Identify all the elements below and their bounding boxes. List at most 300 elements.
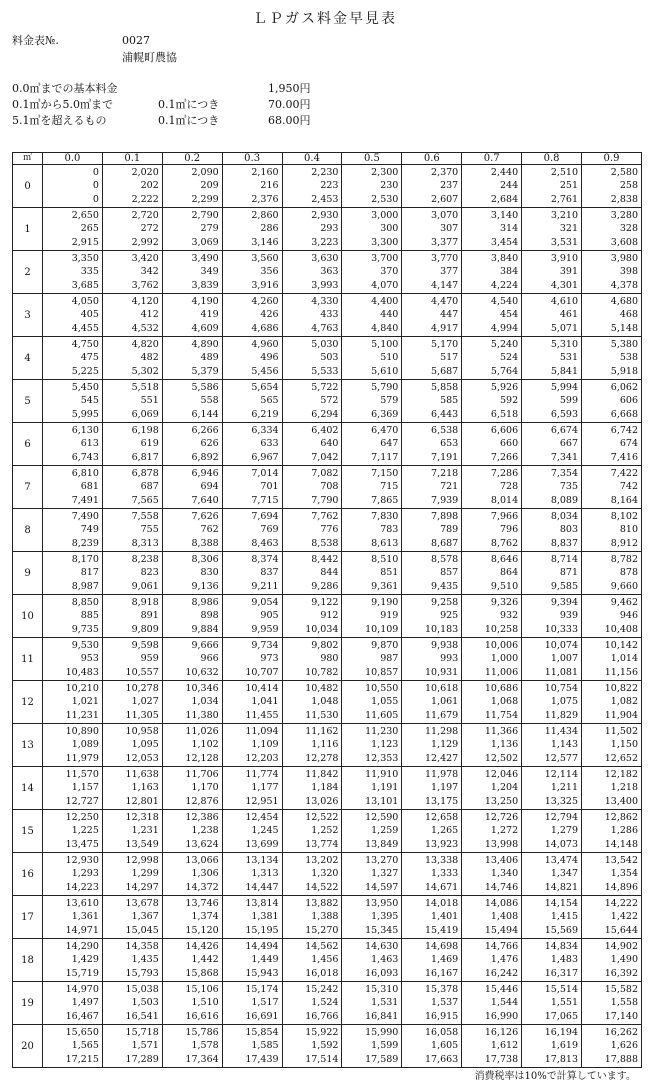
tax-amount: 1,429 xyxy=(71,954,99,966)
tax-amount: 1,483 xyxy=(550,954,579,966)
total-amount: 6,668 xyxy=(610,408,638,420)
fee-cell xyxy=(402,552,462,595)
fee-amount: 12,182 xyxy=(604,768,638,780)
total-amount: 15,045 xyxy=(125,924,159,936)
column-header: 0.0 xyxy=(43,153,103,165)
fee-amount: 15,106 xyxy=(185,983,219,995)
fee-amount: 0 xyxy=(92,166,99,178)
total-amount: 11,904 xyxy=(604,709,638,721)
fee-amount: 9,190 xyxy=(371,596,399,608)
fee-amount: 7,422 xyxy=(610,467,638,479)
total-amount: 3,608 xyxy=(610,236,638,248)
row-header-cubic-meters: 11 xyxy=(13,638,43,681)
total-amount: 2,222 xyxy=(131,193,159,205)
total-amount: 16,317 xyxy=(544,967,579,979)
tax-amount: 1,041 xyxy=(251,696,279,708)
fee-cell xyxy=(282,853,342,896)
fee-amount: 8,986 xyxy=(191,596,219,608)
table-row xyxy=(13,337,642,380)
fee-amount: 7,966 xyxy=(490,510,519,522)
fee-cell xyxy=(43,1025,103,1068)
fee-cell xyxy=(43,380,103,423)
fee-amount: 3,280 xyxy=(610,209,638,221)
tax-amount: 1,367 xyxy=(131,911,159,923)
total-amount: 16,093 xyxy=(365,967,399,979)
fee-cell xyxy=(582,466,642,509)
tax-amount: 433 xyxy=(320,309,339,321)
fee-cell xyxy=(342,724,402,767)
fee-amount: 11,910 xyxy=(365,768,399,780)
fee-cell xyxy=(222,681,282,724)
tax-amount: 1,381 xyxy=(251,911,279,923)
row-header-cubic-meters: 7 xyxy=(13,466,43,509)
fee-cell xyxy=(282,896,342,939)
total-amount: 15,494 xyxy=(484,924,519,936)
row-header-cubic-meters: 3 xyxy=(13,294,43,337)
total-amount: 0 xyxy=(92,193,99,205)
tax-amount: 538 xyxy=(619,352,638,364)
total-amount: 2,607 xyxy=(431,193,459,205)
fee-amount: 11,842 xyxy=(305,768,339,780)
total-amount: 11,231 xyxy=(65,709,99,721)
total-amount: 2,992 xyxy=(131,236,159,248)
fee-amount: 6,470 xyxy=(371,424,399,436)
tax-amount: 524 xyxy=(499,352,519,364)
fee-amount: 14,290 xyxy=(65,940,99,952)
tax-amount: 830 xyxy=(200,567,219,579)
fee-amount: 6,946 xyxy=(191,467,219,479)
tax-amount: 1,123 xyxy=(371,739,399,751)
fee-cell xyxy=(102,165,162,208)
fee-cell xyxy=(222,251,282,294)
fee-amount: 15,718 xyxy=(125,1026,159,1038)
fee-amount: 4,470 xyxy=(431,295,459,307)
tax-amount: 579 xyxy=(380,395,399,407)
tax-amount: 993 xyxy=(440,653,459,665)
fee-amount: 10,006 xyxy=(484,639,519,651)
total-amount: 6,967 xyxy=(251,451,279,463)
fee-amount: 7,898 xyxy=(431,510,459,522)
total-amount: 16,467 xyxy=(65,1010,99,1022)
tax-amount: 1,027 xyxy=(131,696,159,708)
total-amount: 8,239 xyxy=(71,537,99,549)
fee-cell xyxy=(102,337,162,380)
fee-cell xyxy=(582,853,642,896)
fee-amount: 2,720 xyxy=(131,209,159,221)
fee-cell xyxy=(402,294,462,337)
fee-cell xyxy=(582,767,642,810)
tax-amount: 783 xyxy=(380,524,399,536)
fee-cell xyxy=(222,896,282,939)
fee-cell xyxy=(43,337,103,380)
fee-amount: 11,298 xyxy=(424,725,459,737)
tax-amount: 356 xyxy=(260,266,279,278)
total-amount: 9,061 xyxy=(131,580,159,592)
fee-amount: 16,262 xyxy=(604,1026,638,1038)
total-amount: 14,597 xyxy=(365,881,399,893)
total-amount: 12,727 xyxy=(65,795,99,807)
total-amount: 3,762 xyxy=(131,279,159,291)
tax-amount: 454 xyxy=(499,309,519,321)
tax-amount: 749 xyxy=(80,524,99,536)
tax-amount: 370 xyxy=(380,266,399,278)
total-amount: 15,419 xyxy=(424,924,459,936)
total-amount: 14,223 xyxy=(65,881,99,893)
fee-cell xyxy=(102,380,162,423)
row-header-cubic-meters: 14 xyxy=(13,767,43,810)
tax-amount: 606 xyxy=(619,395,638,407)
tax-amount: 721 xyxy=(440,481,459,493)
fee-cell xyxy=(222,939,282,982)
fee-cell xyxy=(402,380,462,423)
fee-cell xyxy=(462,767,522,810)
fee-amount: 8,918 xyxy=(131,596,159,608)
table-row xyxy=(13,552,642,595)
fee-cell xyxy=(43,767,103,810)
fee-cell xyxy=(222,853,282,896)
fee-cell xyxy=(162,1025,222,1068)
total-amount: 16,242 xyxy=(484,967,519,979)
fee-amount: 6,606 xyxy=(490,424,519,436)
fee-cell xyxy=(43,165,103,208)
fee-amount: 2,930 xyxy=(311,209,339,221)
table-header-row xyxy=(13,153,642,165)
total-amount: 10,183 xyxy=(424,623,459,635)
table-number-label: 料金表№. xyxy=(12,34,59,47)
fee-amount: 10,618 xyxy=(424,682,459,694)
fee-amount: 7,286 xyxy=(490,467,519,479)
total-amount: 10,034 xyxy=(305,623,339,635)
total-amount: 9,660 xyxy=(610,580,638,592)
total-amount: 5,764 xyxy=(490,365,519,377)
total-amount: 7,640 xyxy=(191,494,219,506)
tax-amount: 258 xyxy=(619,180,638,192)
tax-amount: 398 xyxy=(619,266,638,278)
organization-name: 浦幌町農協 xyxy=(122,51,177,64)
total-amount: 11,605 xyxy=(365,709,399,721)
total-amount: 7,939 xyxy=(431,494,459,506)
fee-amount: 13,746 xyxy=(185,897,219,909)
total-amount: 12,876 xyxy=(185,795,219,807)
total-amount: 8,463 xyxy=(251,537,279,549)
fee-cell xyxy=(582,595,642,638)
fee-amount: 12,522 xyxy=(305,811,339,823)
total-amount: 7,341 xyxy=(550,451,579,463)
fee-amount: 4,050 xyxy=(71,295,99,307)
total-amount: 14,297 xyxy=(125,881,159,893)
total-amount: 6,817 xyxy=(131,451,159,463)
tax-amount: 1,116 xyxy=(311,739,339,751)
fee-amount: 7,150 xyxy=(371,467,399,479)
fee-amount: 9,054 xyxy=(251,596,279,608)
tax-amount: 898 xyxy=(200,610,219,622)
fee-cell xyxy=(462,509,522,552)
fee-cell xyxy=(342,165,402,208)
fee-cell xyxy=(462,724,522,767)
fee-cell xyxy=(222,982,282,1025)
fee-amount: 12,590 xyxy=(365,811,399,823)
fee-cell xyxy=(162,681,222,724)
total-amount: 4,455 xyxy=(71,322,99,334)
tax-amount: 412 xyxy=(140,309,159,321)
fee-amount: 2,440 xyxy=(490,166,519,178)
fee-cell xyxy=(102,767,162,810)
fee-amount: 9,326 xyxy=(490,596,519,608)
tax-amount: 1,089 xyxy=(71,739,99,751)
total-amount: 12,053 xyxy=(125,752,159,764)
fee-cell xyxy=(342,681,402,724)
total-amount: 14,073 xyxy=(544,838,579,850)
fee-amount: 8,850 xyxy=(71,596,99,608)
tax-amount: 342 xyxy=(140,266,159,278)
fee-cell xyxy=(282,810,342,853)
fee-amount: 2,300 xyxy=(371,166,399,178)
fee-amount: 15,242 xyxy=(305,983,339,995)
fee-cell xyxy=(162,251,222,294)
tax-amount: 496 xyxy=(260,352,279,364)
total-amount: 6,144 xyxy=(191,408,219,420)
fee-cell xyxy=(43,939,103,982)
row-header-cubic-meters: 15 xyxy=(13,810,43,853)
total-amount: 8,014 xyxy=(490,494,519,506)
tax-amount: 1,245 xyxy=(251,825,279,837)
fee-amount: 15,990 xyxy=(365,1026,399,1038)
fee-cell xyxy=(102,853,162,896)
total-amount: 12,278 xyxy=(305,752,339,764)
total-amount: 8,837 xyxy=(550,537,579,549)
fee-amount: 7,694 xyxy=(251,510,279,522)
fee-cell xyxy=(162,208,222,251)
fee-amount: 15,786 xyxy=(185,1026,219,1038)
rate-unit: 0.1㎥につき xyxy=(158,98,220,111)
total-amount: 12,353 xyxy=(365,752,399,764)
tax-amount: 1,347 xyxy=(550,868,579,880)
fee-amount: 14,698 xyxy=(424,940,459,952)
fee-amount: 6,878 xyxy=(131,467,159,479)
tax-amount: 1,435 xyxy=(131,954,159,966)
fee-amount: 16,058 xyxy=(424,1026,459,1038)
total-amount: 10,931 xyxy=(424,666,459,678)
fee-amount: 6,198 xyxy=(131,424,159,436)
tax-amount: 1,592 xyxy=(311,1040,339,1052)
fee-cell xyxy=(102,638,162,681)
fee-cell xyxy=(342,208,402,251)
total-amount: 17,514 xyxy=(305,1053,339,1065)
total-amount: 16,167 xyxy=(424,967,459,979)
fee-cell xyxy=(43,509,103,552)
total-amount: 5,610 xyxy=(371,365,399,377)
fee-cell xyxy=(402,208,462,251)
fee-amount: 13,610 xyxy=(65,897,99,909)
fee-amount: 7,354 xyxy=(550,467,579,479)
fee-amount: 10,074 xyxy=(544,639,579,651)
fee-amount: 13,066 xyxy=(185,854,219,866)
tax-amount: 419 xyxy=(200,309,219,321)
total-amount: 16,616 xyxy=(185,1010,219,1022)
total-amount: 5,456 xyxy=(251,365,279,377)
tax-amount: 674 xyxy=(619,438,638,450)
fee-amount: 13,814 xyxy=(245,897,279,909)
fee-cell xyxy=(282,509,342,552)
fee-cell xyxy=(102,595,162,638)
tax-amount: 1,259 xyxy=(371,825,399,837)
fee-cell xyxy=(342,638,402,681)
tax-amount: 871 xyxy=(559,567,579,579)
fee-amount: 4,120 xyxy=(131,295,159,307)
total-amount: 17,439 xyxy=(245,1053,279,1065)
total-amount: 9,809 xyxy=(131,623,159,635)
fee-amount: 14,222 xyxy=(604,897,638,909)
rate-value: 1,950円 xyxy=(268,82,311,95)
fee-cell xyxy=(582,423,642,466)
fee-cell xyxy=(402,165,462,208)
fee-cell xyxy=(462,208,522,251)
fee-amount: 3,980 xyxy=(610,252,638,264)
fee-amount: 15,650 xyxy=(65,1026,99,1038)
fee-cell xyxy=(342,294,402,337)
fee-cell xyxy=(402,595,462,638)
fee-cell xyxy=(222,552,282,595)
total-amount: 17,888 xyxy=(604,1053,638,1065)
total-amount: 13,998 xyxy=(484,838,519,850)
fee-amount: 5,518 xyxy=(131,381,159,393)
fee-cell xyxy=(342,982,402,1025)
total-amount: 13,549 xyxy=(125,838,159,850)
tax-amount: 244 xyxy=(499,180,519,192)
total-amount: 16,915 xyxy=(424,1010,459,1022)
tax-amount: 1,565 xyxy=(71,1040,99,1052)
fee-amount: 2,790 xyxy=(191,209,219,221)
fee-amount: 3,070 xyxy=(431,209,459,221)
tax-amount: 1,293 xyxy=(71,868,99,880)
fee-amount: 5,170 xyxy=(431,338,459,350)
tax-amount: 1,272 xyxy=(490,825,519,837)
column-header: 0.9 xyxy=(582,153,642,165)
tax-amount: 919 xyxy=(380,610,399,622)
tax-amount: 585 xyxy=(440,395,459,407)
fee-amount: 11,366 xyxy=(484,725,519,737)
tax-amount: 1,449 xyxy=(251,954,279,966)
fee-cell xyxy=(282,380,342,423)
fee-cell xyxy=(282,165,342,208)
fee-cell xyxy=(162,939,222,982)
total-amount: 4,532 xyxy=(131,322,159,334)
row-header-cubic-meters: 0 xyxy=(13,165,43,208)
fee-cell xyxy=(402,251,462,294)
total-amount: 3,069 xyxy=(191,236,219,248)
total-amount: 13,175 xyxy=(424,795,459,807)
fee-cell xyxy=(582,724,642,767)
tax-amount: 592 xyxy=(499,395,519,407)
tax-amount: 1,279 xyxy=(550,825,579,837)
fee-amount: 14,766 xyxy=(484,940,519,952)
total-amount: 8,388 xyxy=(191,537,219,549)
tax-amount: 1,503 xyxy=(131,997,159,1009)
total-amount: 17,663 xyxy=(424,1053,459,1065)
fee-cell xyxy=(102,810,162,853)
total-amount: 15,943 xyxy=(245,967,279,979)
fee-cell xyxy=(522,982,582,1025)
fee-cell xyxy=(342,939,402,982)
fee-cell xyxy=(43,896,103,939)
fee-amount: 13,134 xyxy=(245,854,279,866)
fee-cell xyxy=(342,595,402,638)
fee-amount: 3,420 xyxy=(131,252,159,264)
fee-amount: 14,970 xyxy=(65,983,99,995)
total-amount: 15,345 xyxy=(365,924,399,936)
fee-amount: 2,650 xyxy=(71,209,99,221)
fee-amount: 16,126 xyxy=(484,1026,519,1038)
total-amount: 5,225 xyxy=(71,365,99,377)
total-amount: 5,148 xyxy=(610,322,638,334)
fee-amount: 15,582 xyxy=(604,983,638,995)
fee-amount: 3,630 xyxy=(311,252,339,264)
tax-amount: 1,238 xyxy=(191,825,219,837)
tax-amount: 817 xyxy=(80,567,99,579)
fee-cell xyxy=(162,294,222,337)
tax-amount: 1,415 xyxy=(550,911,579,923)
tax-amount: 1,286 xyxy=(610,825,638,837)
fee-cell xyxy=(582,810,642,853)
total-amount: 2,761 xyxy=(550,193,579,205)
tax-amount: 1,333 xyxy=(431,868,459,880)
fee-cell xyxy=(522,165,582,208)
row-header-cubic-meters: 10 xyxy=(13,595,43,638)
tax-amount: 755 xyxy=(140,524,159,536)
fee-cell xyxy=(222,294,282,337)
total-amount: 9,136 xyxy=(191,580,219,592)
tax-amount: 857 xyxy=(440,567,459,579)
fee-cell xyxy=(402,767,462,810)
fee-cell xyxy=(522,552,582,595)
total-amount: 4,378 xyxy=(610,279,638,291)
table-row xyxy=(13,810,642,853)
total-amount: 16,541 xyxy=(125,1010,159,1022)
fee-cell xyxy=(522,896,582,939)
total-amount: 15,569 xyxy=(544,924,579,936)
total-amount: 5,302 xyxy=(131,365,159,377)
fee-amount: 4,890 xyxy=(191,338,219,350)
tax-amount: 300 xyxy=(380,223,399,235)
table-row xyxy=(13,509,642,552)
fee-amount: 6,538 xyxy=(431,424,459,436)
tax-amount: 377 xyxy=(440,266,459,278)
fee-cell xyxy=(43,638,103,681)
fee-cell xyxy=(162,896,222,939)
fee-cell xyxy=(282,767,342,810)
fee-amount: 8,578 xyxy=(431,553,459,565)
total-amount: 10,557 xyxy=(125,666,159,678)
fee-amount: 12,454 xyxy=(245,811,279,823)
fee-amount: 10,550 xyxy=(365,682,399,694)
fee-amount: 6,334 xyxy=(251,424,279,436)
fee-cell xyxy=(282,208,342,251)
tax-amount: 1,157 xyxy=(71,782,99,794)
total-amount: 8,164 xyxy=(610,494,638,506)
fee-cell xyxy=(162,853,222,896)
fee-amount: 13,406 xyxy=(484,854,519,866)
tax-amount: 1,612 xyxy=(490,1040,519,1052)
tax-amount: 966 xyxy=(200,653,219,665)
fee-amount: 6,742 xyxy=(610,424,638,436)
fee-amount: 11,094 xyxy=(245,725,279,737)
row-header-cubic-meters: 9 xyxy=(13,552,43,595)
tax-amount: 1,204 xyxy=(490,782,519,794)
tax-amount: 1,102 xyxy=(191,739,219,751)
tax-amount: 1,340 xyxy=(490,868,519,880)
fee-amount: 10,142 xyxy=(604,639,638,651)
fee-cell xyxy=(162,724,222,767)
